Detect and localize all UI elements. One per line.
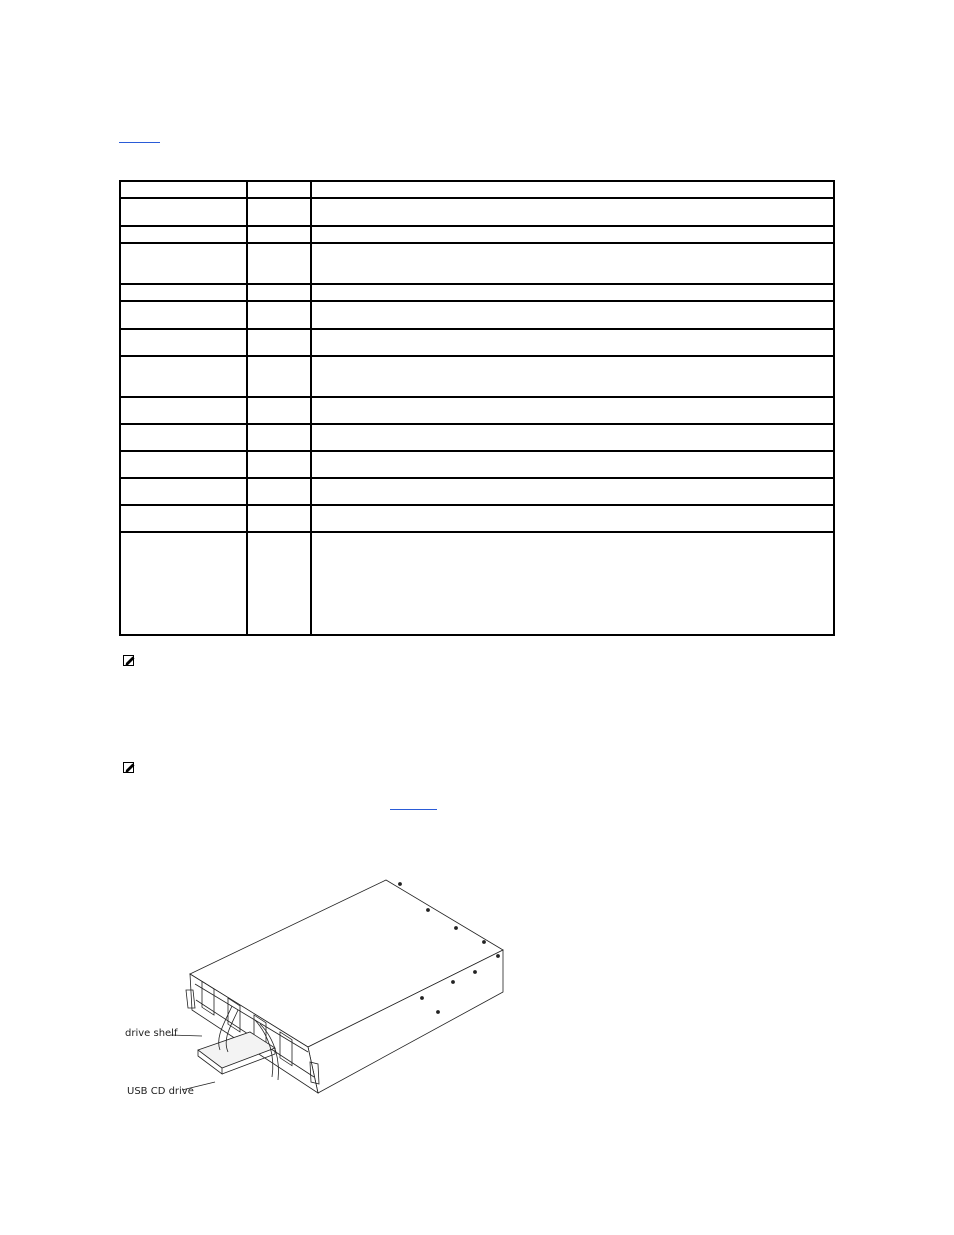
table-cell [247, 226, 311, 243]
table-cell [311, 478, 834, 505]
table-cell [247, 356, 311, 397]
server-chassis-illustration [120, 872, 520, 1112]
table-cell [247, 451, 311, 478]
table-cell [311, 284, 834, 301]
table-cell [311, 226, 834, 243]
table-row [120, 284, 834, 301]
table-row [120, 243, 834, 284]
table-cell [120, 226, 247, 243]
table-cell [311, 329, 834, 356]
table-cell [247, 532, 311, 635]
table-cell [120, 424, 247, 451]
table-cell [120, 532, 247, 635]
table-cell [247, 301, 311, 329]
table-cell [120, 329, 247, 356]
table-row [120, 301, 834, 329]
table-cell [247, 284, 311, 301]
table-cell [120, 478, 247, 505]
table-cell [120, 243, 247, 284]
table-cell [247, 181, 311, 198]
table-cell [247, 424, 311, 451]
note-pencil-icon [123, 761, 136, 774]
mid-link[interactable] [390, 798, 437, 810]
top-link[interactable] [119, 131, 160, 143]
usb-cd-drive-label: USB CD drive [127, 1086, 194, 1097]
table-cell [311, 397, 834, 424]
table-cell [120, 181, 247, 198]
table-row [120, 198, 834, 226]
table-cell [247, 478, 311, 505]
drive-shelf-label: drive shelf [125, 1028, 178, 1039]
table-cell [311, 181, 834, 198]
table-cell [247, 505, 311, 532]
table-row [120, 356, 834, 397]
table-cell [120, 505, 247, 532]
table-cell [311, 356, 834, 397]
table-cell [247, 198, 311, 226]
table-cell [311, 424, 834, 451]
table-row [120, 478, 834, 505]
table-row [120, 226, 834, 243]
table-row [120, 451, 834, 478]
table-cell [120, 198, 247, 226]
table-cell [247, 329, 311, 356]
table-cell [311, 451, 834, 478]
table-cell [120, 301, 247, 329]
table-cell [311, 243, 834, 284]
note-pencil-icon [123, 654, 136, 667]
table-cell [120, 397, 247, 424]
table-cell [311, 301, 834, 329]
table-row [120, 532, 834, 635]
table-cell [120, 284, 247, 301]
table-row [120, 397, 834, 424]
table-row [120, 329, 834, 356]
table-cell [311, 505, 834, 532]
table-row [120, 424, 834, 451]
table-cell [120, 451, 247, 478]
table-cell [247, 243, 311, 284]
spec-table [119, 180, 835, 636]
table-cell [120, 356, 247, 397]
table-cell [311, 198, 834, 226]
table-cell [247, 397, 311, 424]
table-row [120, 181, 834, 198]
table-row [120, 505, 834, 532]
table-cell [311, 532, 834, 635]
